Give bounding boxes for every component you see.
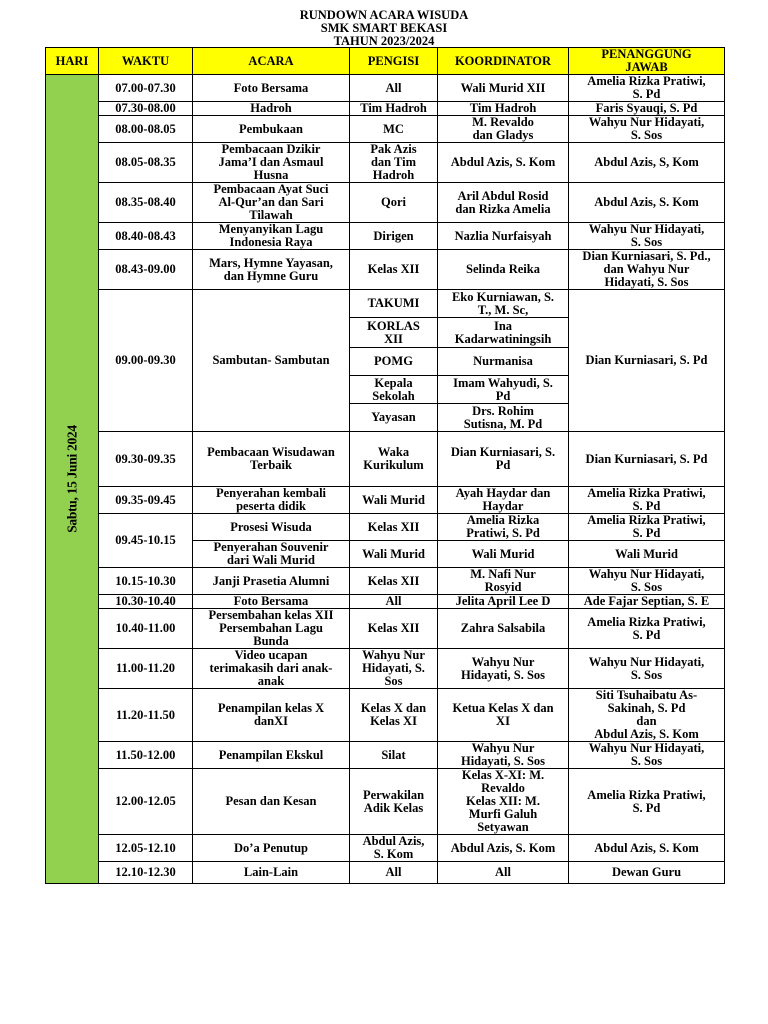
cell-waktu: 11.00-11.20 [99, 649, 193, 689]
cell-pengisi: Kelas XII [350, 514, 438, 541]
cell-penanggung-jawab: Amelia Rizka Pratiwi, S. Pd [569, 769, 725, 835]
cell-koordinator: Kelas X-XI: M. Revaldo Kelas XII: M. Murfi Galuh Setyawan [438, 769, 569, 835]
cell-waktu: 10.40-11.00 [99, 609, 193, 649]
cell-waktu: 12.00-12.05 [99, 769, 193, 835]
cell-penanggung-jawab: Abdul Azis, S. Kom [569, 183, 725, 223]
cell-acara: Foto Bersama [193, 75, 350, 102]
cell-waktu: 12.10-12.30 [99, 862, 193, 884]
cell-acara: Persembahan kelas XII Persembahan Lagu Bunda [193, 609, 350, 649]
cell-koordinator: Wahyu Nur Hidayati, S. Sos [438, 742, 569, 769]
cell-pengisi: Yayasan [350, 404, 438, 432]
cell-pengisi: Wali Murid [350, 541, 438, 568]
cell-koordinator: Wahyu Nur Hidayati, S. Sos [438, 649, 569, 689]
cell-penanggung-jawab: Wahyu Nur Hidayati, S. Sos [569, 742, 725, 769]
cell-pengisi: Kelas X dan Kelas XI [350, 689, 438, 742]
cell-pengisi: Silat [350, 742, 438, 769]
table-row [46, 689, 725, 742]
cell-penanggung-jawab: Abdul Azis, S, Kom [569, 143, 725, 183]
cell-pengisi: Abdul Azis, S. Kom [350, 835, 438, 862]
cell-penanggung-jawab: Dewan Guru [569, 862, 725, 884]
cell-waktu: 08.05-08.35 [99, 143, 193, 183]
cell-penanggung-jawab: Wali Murid [569, 541, 725, 568]
cell-acara: Mars, Hymne Yayasan, dan Hymne Guru [193, 250, 350, 290]
cell-waktu: 11.20-11.50 [99, 689, 193, 742]
cell-penanggung-jawab: Wahyu Nur Hidayati, S. Sos [569, 568, 725, 595]
cell-acara: Penampilan kelas X danXI [193, 689, 350, 742]
cell-acara: Janji Prasetia Alumni [193, 568, 350, 595]
cell-pengisi: Pak Azis dan Tim Hadroh [350, 143, 438, 183]
cell-waktu: 10.15-10.30 [99, 568, 193, 595]
cell-koordinator: Nurmanisa [438, 348, 569, 376]
table-row [46, 290, 725, 318]
header-penanggung-jawab: PENANGGUNG JAWAB [569, 48, 725, 75]
cell-koordinator: Ayah Haydar dan Haydar [438, 487, 569, 514]
cell-waktu: 11.50-12.00 [99, 742, 193, 769]
cell-waktu: 09.35-09.45 [99, 487, 193, 514]
cell-acara: Pembacaan Wisudawan Terbaik [193, 432, 350, 487]
table-row [46, 116, 725, 143]
cell-pengisi: Wahyu Nur Hidayati, S. Sos [350, 649, 438, 689]
table-row [46, 862, 725, 884]
header-pengisi: PENGISI [350, 48, 438, 75]
cell-pengisi: POMG [350, 348, 438, 376]
table-row [46, 143, 725, 183]
cell-acara: Hadroh [193, 102, 350, 116]
header-waktu: WAKTU [99, 48, 193, 75]
table-row [46, 769, 725, 835]
cell-acara: Prosesi Wisuda [193, 514, 350, 541]
table-row [46, 75, 725, 102]
cell-pengisi: All [350, 75, 438, 102]
cell-waktu: 07.30-08.00 [99, 102, 193, 116]
table-row [46, 595, 725, 609]
table-row [46, 514, 725, 541]
table-row [46, 102, 725, 116]
cell-acara: Penyerahan kembali peserta didik [193, 487, 350, 514]
cell-acara: Sambutan- Sambutan [193, 290, 350, 432]
cell-waktu: 08.43-09.00 [99, 250, 193, 290]
header-hari: HARI [46, 48, 99, 75]
hari-cell [46, 75, 99, 884]
cell-acara: Pesan dan Kesan [193, 769, 350, 835]
cell-waktu: 12.05-12.10 [99, 835, 193, 862]
cell-waktu: 09.00-09.30 [99, 290, 193, 432]
cell-penanggung-jawab: Dian Kurniasari, S. Pd [569, 432, 725, 487]
cell-pengisi: Kelas XII [350, 250, 438, 290]
cell-pengisi: All [350, 595, 438, 609]
cell-pengisi: Tim Hadroh [350, 102, 438, 116]
cell-acara: Menyanyikan Lagu Indonesia Raya [193, 223, 350, 250]
cell-acara: Pembukaan [193, 116, 350, 143]
cell-pengisi: Kelas XII [350, 568, 438, 595]
cell-penanggung-jawab: Dian Kurniasari, S. Pd., dan Wahyu Nur Hidayati, S. Sos [569, 250, 725, 290]
cell-penanggung-jawab: Amelia Rizka Pratiwi, S. Pd [569, 514, 725, 541]
cell-acara: Penampilan Ekskul [193, 742, 350, 769]
cell-koordinator: All [438, 862, 569, 884]
cell-acara: Penyerahan Souvenir dari Wali Murid [193, 541, 350, 568]
cell-acara: Do’a Penutup [193, 835, 350, 862]
cell-koordinator: Ketua Kelas X dan XI [438, 689, 569, 742]
cell-pengisi: All [350, 862, 438, 884]
cell-waktu: 08.00-08.05 [99, 116, 193, 143]
cell-pengisi: TAKUMI [350, 290, 438, 318]
cell-penanggung-jawab: Ade Fajar Septian, S. E [569, 595, 725, 609]
table-row [46, 487, 725, 514]
cell-pengisi: MC [350, 116, 438, 143]
document-title [0, 0, 768, 48]
table-row [46, 742, 725, 769]
cell-penanggung-jawab: Wahyu Nur Hidayati, S. Sos [569, 223, 725, 250]
cell-penanggung-jawab: Dian Kurniasari, S. Pd [569, 290, 725, 432]
cell-waktu: 09.30-09.35 [99, 432, 193, 487]
hari-label: Sabtu, 15 Juni 2024 [64, 425, 80, 533]
cell-koordinator: Drs. Rohim Sutisna, M. Pd [438, 404, 569, 432]
cell-koordinator: Abdul Azis, S. Kom [438, 835, 569, 862]
cell-koordinator: Wali Murid [438, 541, 569, 568]
cell-koordinator: Imam Wahyudi, S. Pd [438, 376, 569, 404]
cell-waktu: 07.00-07.30 [99, 75, 193, 102]
cell-koordinator: M. Nafi Nur Rosyid [438, 568, 569, 595]
title-line-2: SMK SMART BEKASI [320, 21, 448, 35]
table-row [46, 432, 725, 487]
cell-pengisi: Kepala Sekolah [350, 376, 438, 404]
cell-penanggung-jawab: Amelia Rizka Pratiwi, S. Pd [569, 609, 725, 649]
title-line-1: RUNDOWN ACARA WISUDA [299, 8, 469, 22]
table-row [46, 649, 725, 689]
cell-acara: Foto Bersama [193, 595, 350, 609]
cell-waktu: 08.40-08.43 [99, 223, 193, 250]
cell-pengisi: Kelas XII [350, 609, 438, 649]
rundown-table [45, 47, 725, 884]
cell-koordinator: Jelita April Lee D [438, 595, 569, 609]
table-row [46, 223, 725, 250]
cell-penanggung-jawab: Siti Tsuhaibatu As- Sakinah, S. Pd dan Abdul Azis, S. Kom [569, 689, 725, 742]
cell-pengisi: KORLAS XII [350, 318, 438, 348]
header-row [46, 48, 725, 75]
cell-koordinator: Selinda Reika [438, 250, 569, 290]
cell-penanggung-jawab: Abdul Azis, S. Kom [569, 835, 725, 862]
table-row [46, 609, 725, 649]
cell-koordinator: Dian Kurniasari, S. Pd [438, 432, 569, 487]
title-line-3: TAHUN 2023/2024 [333, 34, 435, 48]
cell-acara: Lain-Lain [193, 862, 350, 884]
cell-penanggung-jawab: Amelia Rizka Pratiwi, S. Pd [569, 487, 725, 514]
cell-penanggung-jawab: Wahyu Nur Hidayati, S. Sos [569, 649, 725, 689]
table-row [46, 835, 725, 862]
table-row [46, 250, 725, 290]
cell-pengisi: Perwakilan Adik Kelas [350, 769, 438, 835]
cell-acara: Pembacaan Dzikir Jama’I dan Asmaul Husna [193, 143, 350, 183]
cell-koordinator: Aril Abdul Rosid dan Rizka Amelia [438, 183, 569, 223]
header-koordinator: KOORDINATOR [438, 48, 569, 75]
cell-koordinator: M. Revaldo dan Gladys [438, 116, 569, 143]
cell-penanggung-jawab: Amelia Rizka Pratiwi, S. Pd [569, 75, 725, 102]
cell-acara: Video ucapan terimakasih dari anak- anak [193, 649, 350, 689]
header-acara: ACARA [193, 48, 350, 75]
cell-pengisi: Qori [350, 183, 438, 223]
cell-pengisi: Wali Murid [350, 487, 438, 514]
cell-koordinator: Zahra Salsabila [438, 609, 569, 649]
cell-pengisi: Dirigen [350, 223, 438, 250]
cell-koordinator: Tim Hadroh [438, 102, 569, 116]
cell-koordinator: Amelia Rizka Pratiwi, S. Pd [438, 514, 569, 541]
cell-koordinator: Wali Murid XII [438, 75, 569, 102]
cell-pengisi: Waka Kurikulum [350, 432, 438, 487]
cell-koordinator: Nazlia Nurfaisyah [438, 223, 569, 250]
cell-koordinator: Ina Kadarwatiningsih [438, 318, 569, 348]
cell-waktu: 09.45-10.15 [99, 514, 193, 568]
cell-penanggung-jawab: Wahyu Nur Hidayati, S. Sos [569, 116, 725, 143]
cell-koordinator: Eko Kurniawan, S. T., M. Sc, [438, 290, 569, 318]
cell-koordinator: Abdul Azis, S. Kom [438, 143, 569, 183]
table-row [46, 568, 725, 595]
cell-waktu: 10.30-10.40 [99, 595, 193, 609]
table-row [46, 183, 725, 223]
cell-waktu: 08.35-08.40 [99, 183, 193, 223]
cell-penanggung-jawab: Faris Syauqi, S. Pd [569, 102, 725, 116]
cell-acara: Pembacaan Ayat Suci Al-Qur’an dan Sari Tilawah [193, 183, 350, 223]
